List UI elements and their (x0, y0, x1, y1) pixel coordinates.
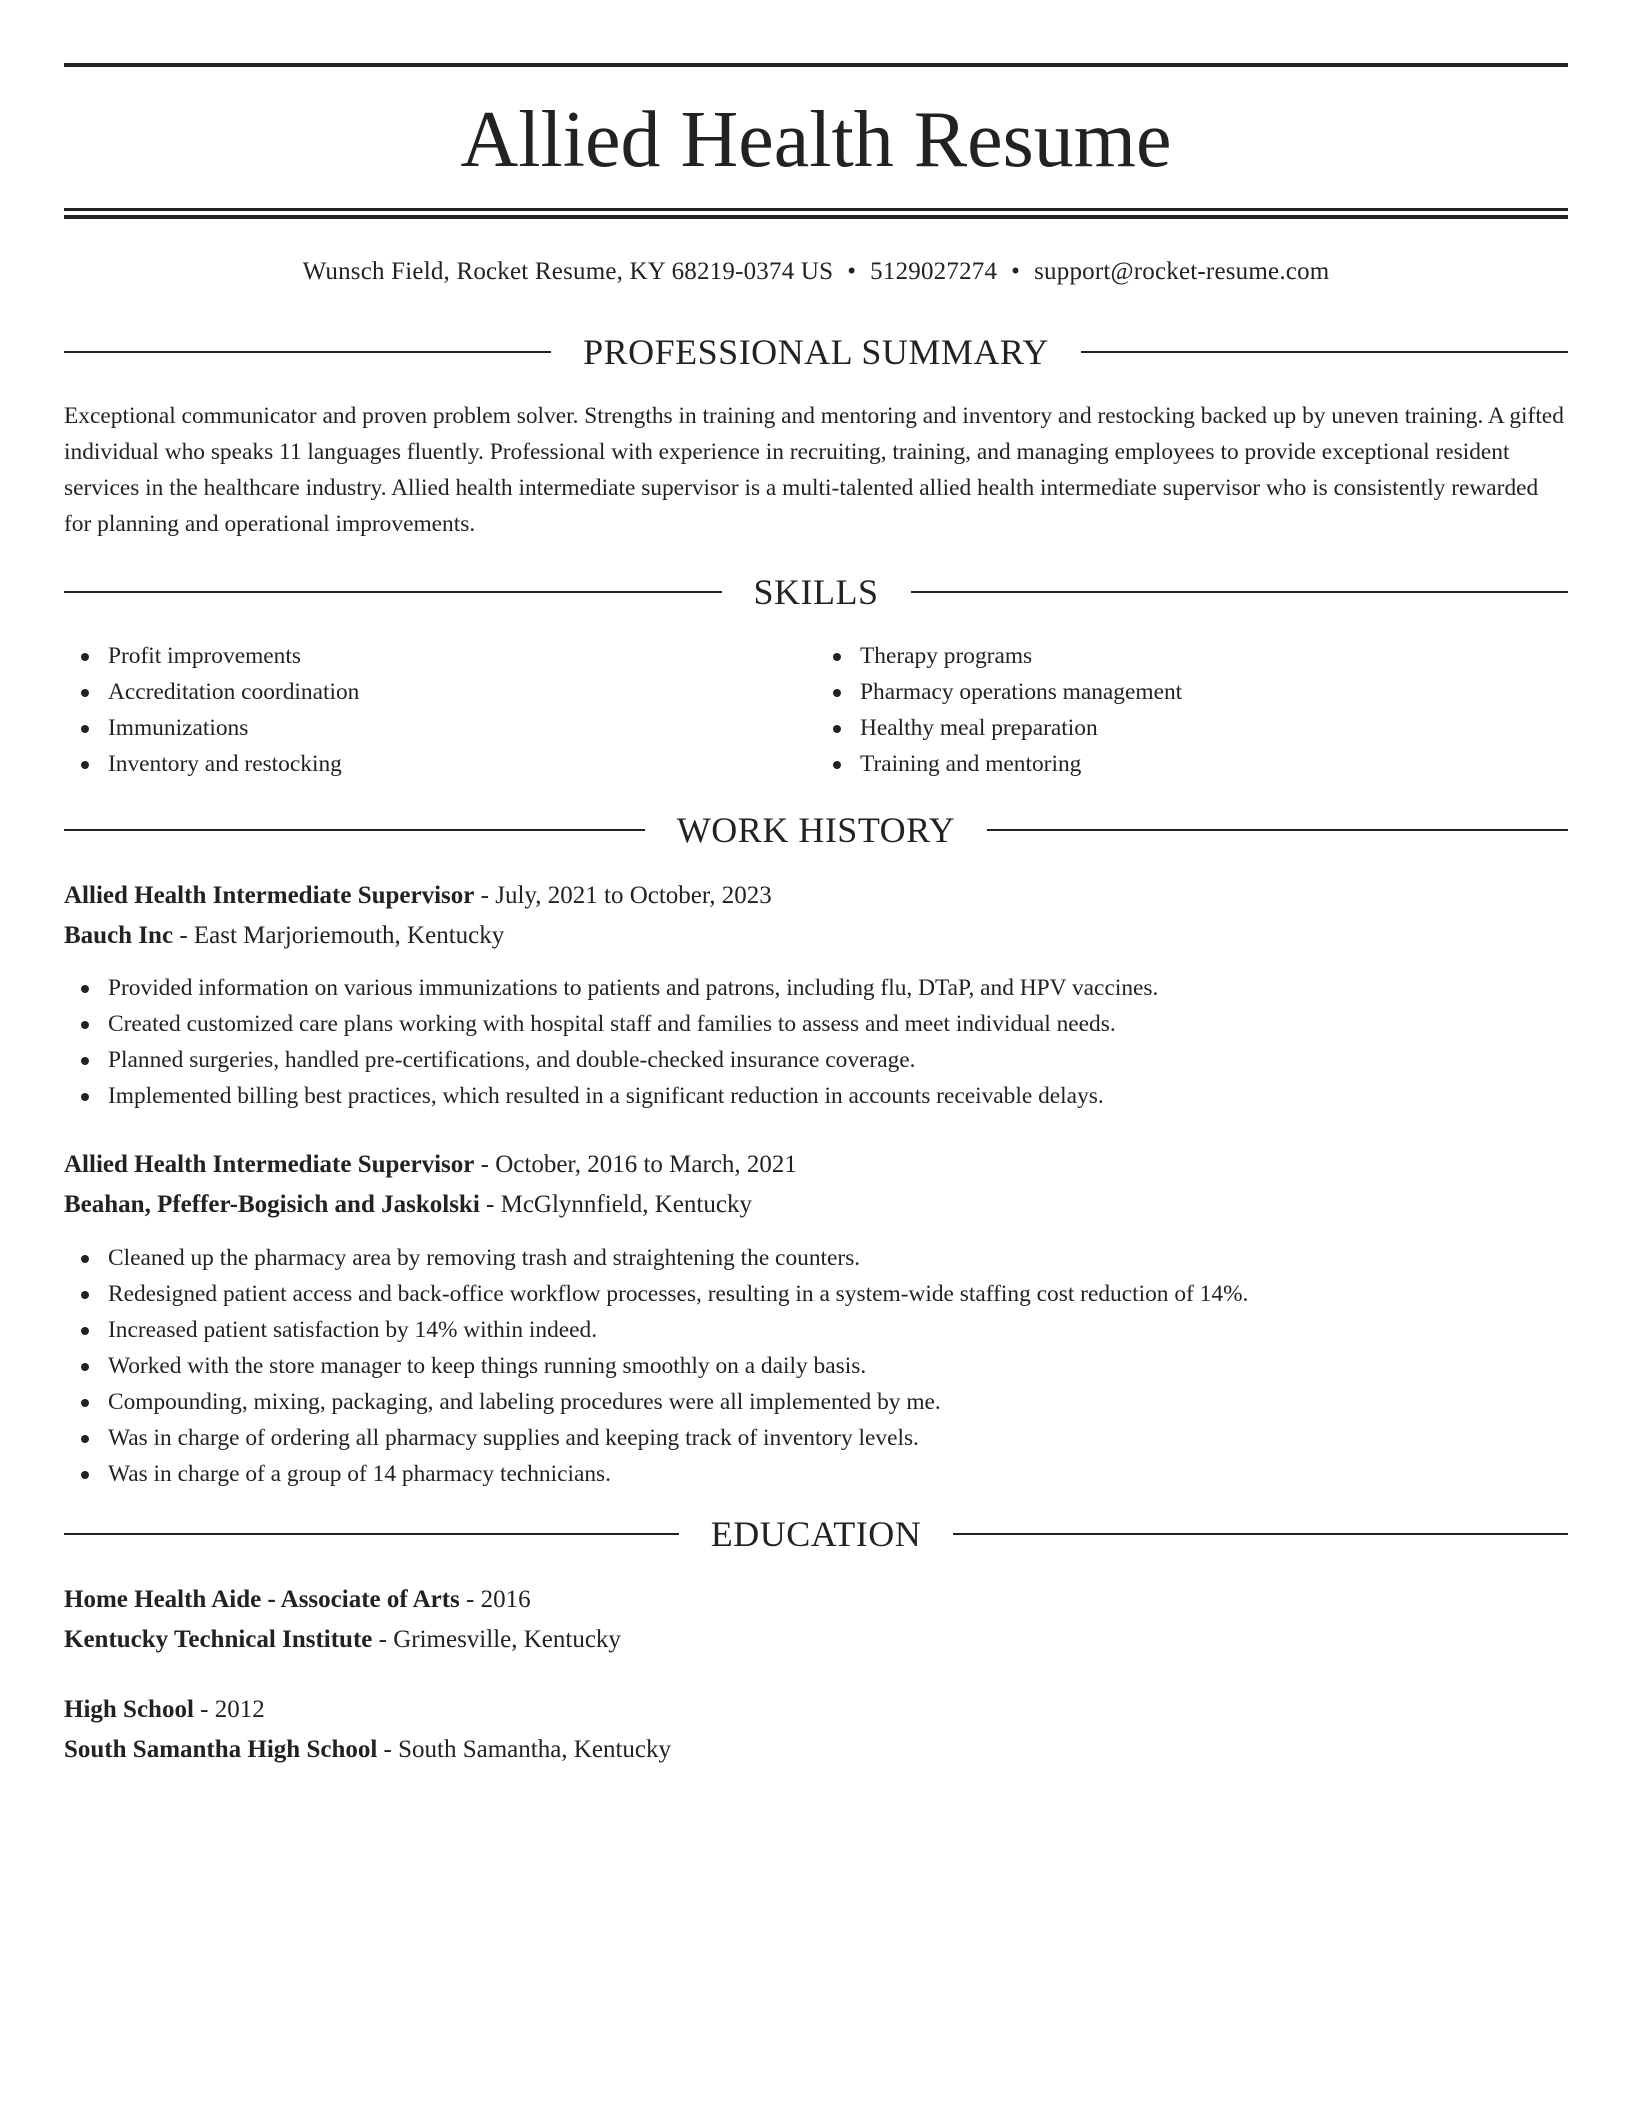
job-bullet: Created customized care plans working with hospital staff and families to assess and meet individual needs. (108, 1006, 1568, 1042)
job-bullet: Redesigned patient access and back-office workflow processes, resulting in a system-wide staffing cost reduction of 14%. (108, 1276, 1568, 1312)
section-title-education: EDUCATION (710, 1514, 922, 1554)
job-bullet: Was in charge of ordering all pharmacy supplies and keeping track of inventory levels. (108, 1420, 1568, 1456)
skill-item: Profit improvements (108, 638, 816, 674)
contact-phone: 5129027274 (870, 258, 998, 285)
job-bullet: Worked with the store manager to keep things running smoothly on a daily basis. (108, 1348, 1568, 1384)
education-location: Grimesville, Kentucky (393, 1626, 621, 1653)
skill-item: Accreditation coordination (108, 674, 816, 710)
divider-line (911, 591, 1569, 593)
job-company-line: Beahan, Pfeffer-Bogisich and Jaskolski - McGlynnfield, Kentucky (64, 1191, 752, 1218)
skill-item: Pharmacy operations management (860, 674, 1568, 710)
job-company-line: Bauch Inc - East Marjoriemouth, Kentucky (64, 922, 505, 949)
section-heading-work (64, 808, 1568, 852)
education-school-line: South Samantha High School - South Samantha, Kentucky (64, 1736, 672, 1763)
job-company: Bauch Inc (64, 922, 174, 949)
skills-list (64, 638, 1568, 782)
divider-line (953, 1533, 1568, 1535)
section-title-work: WORK HISTORY (676, 810, 956, 850)
education-degree: Home Health Aide - Associate of Arts (64, 1586, 460, 1613)
job-dates: October, 2016 to March, 2021 (495, 1151, 797, 1178)
job-title-line: Allied Health Intermediate Supervisor - July, 2021 to October, 2023 (64, 882, 772, 909)
section-heading-education (64, 1512, 1568, 1556)
section-heading-skills (64, 570, 1568, 614)
job-bullet: Cleaned up the pharmacy area by removing trash and straightening the counters. (108, 1240, 1568, 1276)
education-degree: High School (64, 1696, 194, 1723)
job-bullet: Provided information on various immunizations to patients and patrons, including flu, DTaP, and HPV vaccines. (108, 970, 1568, 1006)
skills-column-left (64, 638, 816, 782)
education-year: 2016 (480, 1586, 531, 1613)
job-bullet: Increased patient satisfaction by 14% within indeed. (108, 1312, 1568, 1348)
job-bullet: Implemented billing best practices, which resulted in a significant reduction in accounts receivable delays. (108, 1078, 1568, 1114)
section-title-skills: SKILLS (753, 572, 879, 612)
education-year: 2012 (214, 1696, 265, 1723)
job-bullet: Was in charge of a group of 14 pharmacy technicians. (108, 1456, 1568, 1492)
divider-line (987, 829, 1568, 831)
job-dates: July, 2021 to October, 2023 (495, 882, 772, 909)
header-bottom-rule-thick (64, 215, 1568, 219)
divider-line (64, 829, 645, 831)
divider-line (64, 1533, 679, 1535)
skills-column-right (816, 638, 1568, 782)
job-bullets (64, 970, 1568, 1114)
education-degree-line: High School - 2012 (64, 1696, 265, 1723)
header-bottom-rule (64, 208, 1568, 211)
job-title-line: Allied Health Intermediate Supervisor - October, 2016 to March, 2021 (64, 1151, 797, 1178)
skill-item: Healthy meal preparation (860, 710, 1568, 746)
job-title: Allied Health Intermediate Supervisor (64, 1151, 475, 1178)
divider-line (64, 351, 551, 353)
contact-separator: • (1011, 258, 1021, 285)
education-school: Kentucky Technical Institute (64, 1626, 373, 1653)
resume-title: Allied Health Resume (460, 96, 1172, 184)
education-degree-line: Home Health Aide - Associate of Arts - 2016 (64, 1586, 531, 1613)
education-school: South Samantha High School (64, 1736, 378, 1763)
divider-line (1081, 351, 1568, 353)
education-school-line: Kentucky Technical Institute - Grimesville, Kentucky (64, 1626, 621, 1653)
skill-item: Therapy programs (860, 638, 1568, 674)
skill-item: Immunizations (108, 710, 816, 746)
summary-text: Exceptional communicator and proven problem solver. Strengths in training and mentoring and inventory and restocking backed up by uneven training. A gifted individual who speaks 11 languages fluently. Professional with experience in recruiting, training, and managing employees to provide exceptional resident services in the healthcare industry. Allied health intermediate supervisor is a multi-talented allied health intermediate supervisor who is consistently rewarded for planning and operational improvements. (64, 403, 1564, 537)
skill-item: Inventory and restocking (108, 746, 816, 782)
job-location: East Marjoriemouth, Kentucky (193, 922, 505, 949)
contact-line (64, 252, 1568, 292)
job-bullet: Compounding, mixing, packaging, and labeling procedures were all implemented by me. (108, 1384, 1568, 1420)
skill-item: Training and mentoring (860, 746, 1568, 782)
job-title: Allied Health Intermediate Supervisor (64, 882, 475, 909)
job-bullets (64, 1240, 1568, 1492)
job-location: McGlynnfield, Kentucky (500, 1191, 752, 1218)
section-heading-summary (64, 330, 1568, 374)
contact-email: support@rocket-resume.com (1034, 258, 1330, 285)
contact-separator: • (847, 258, 857, 285)
header-top-rule (64, 63, 1568, 67)
job-company: Beahan, Pfeffer-Bogisich and Jaskolski (64, 1191, 480, 1218)
contact-address: Wunsch Field, Rocket Resume, KY 68219-0374 US (302, 258, 834, 285)
section-title-summary: PROFESSIONAL SUMMARY (583, 332, 1049, 372)
job-bullet: Planned surgeries, handled pre-certifications, and double-checked insurance coverage. (108, 1042, 1568, 1078)
divider-line (64, 591, 722, 593)
education-location: South Samantha, Kentucky (398, 1736, 672, 1763)
